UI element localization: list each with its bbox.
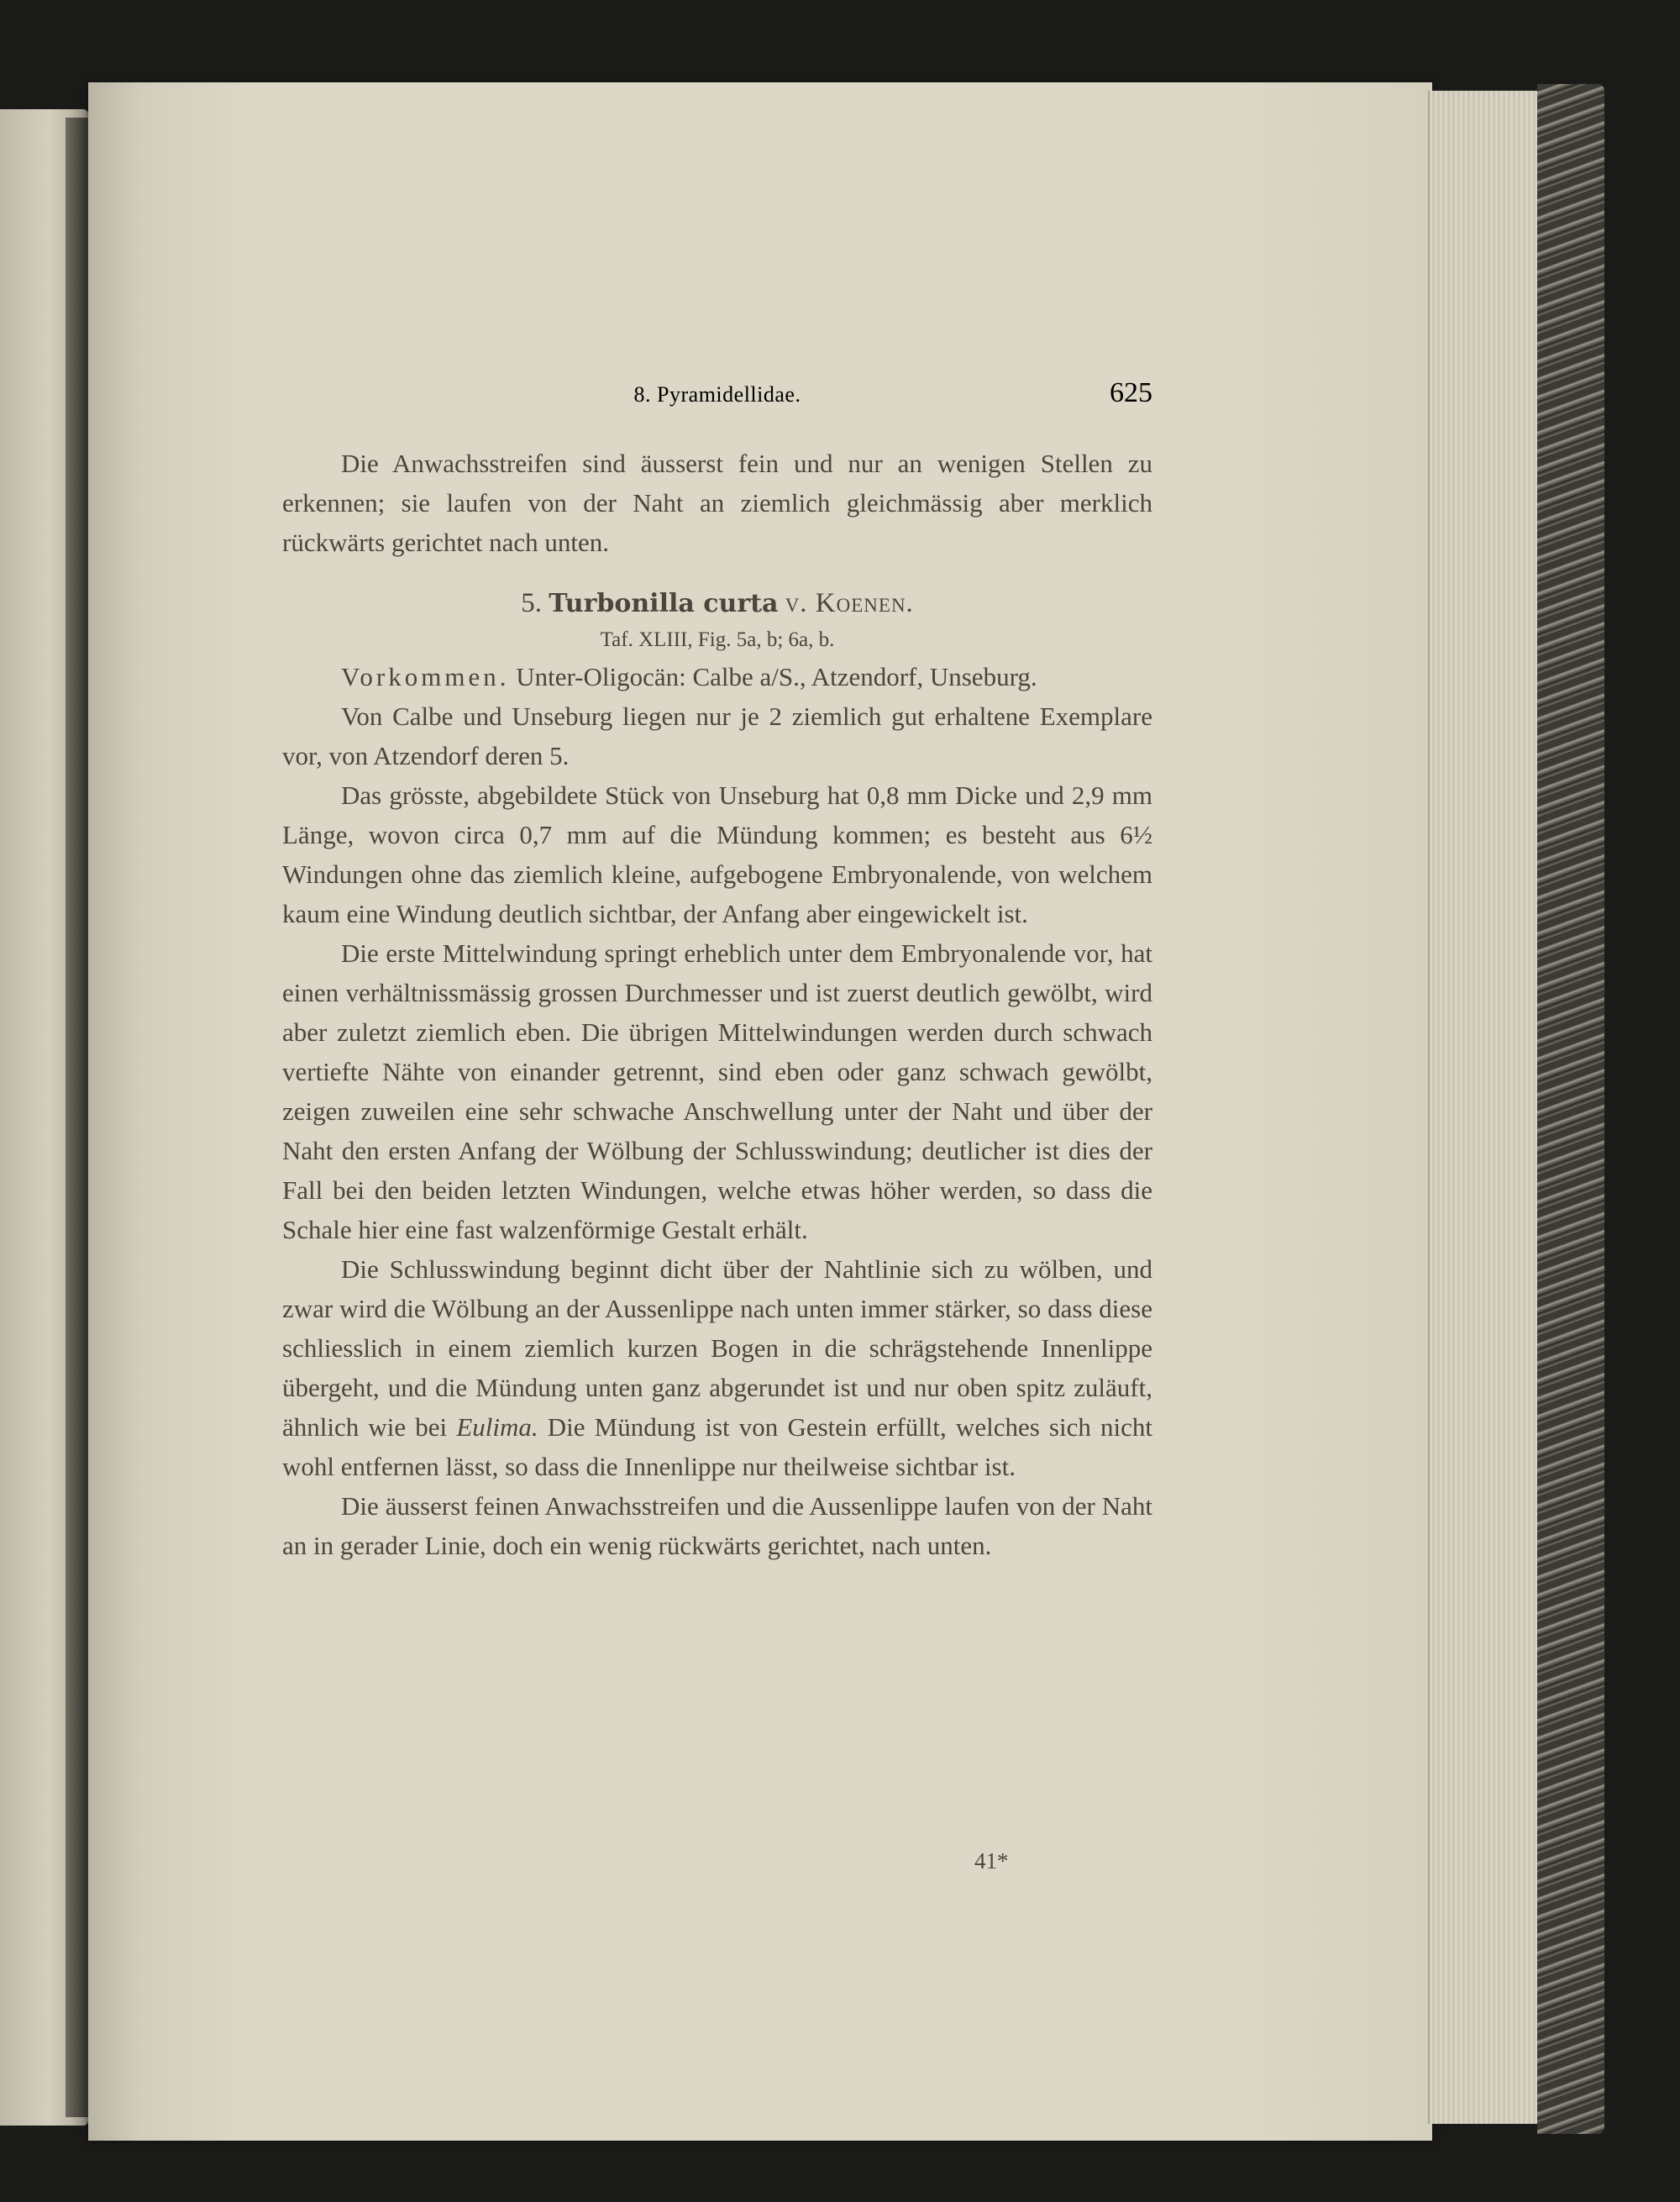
paragraph-aperture (282, 1249, 1152, 1486)
paragraph-whorls: Die erste Mittelwindung springt erheblich unter dem Embryonalende vor, hat einen verhältnissmässig grossen Durchmesser und ist zuerst deutlich gewölbt, wird aber zuletzt ziemlich eben. Die übrigen Mittelwindungen werden durch schwach vertiefte Nähte von einander getrennt, sind eben oder ganz schwach gewölbt, zeigen zuweilen eine sehr schwache Anschwellung unter der Naht und über der Naht den ersten Anfang der Wölbung der Schlusswindung; deutlicher ist dies der Fall bei den beiden letzten Windungen, welche etwas höher werden, so dass die Schale hier eine fast walzenförmige Gestalt erhält. (282, 938, 1152, 1244)
section-number: 5. (521, 588, 542, 618)
genus-eulima: Eulima. (456, 1412, 538, 1442)
intro-paragraph: Die Anwachsstreifen sind äusserst fein und nur an wenigen Stellen zu erkennen; sie laufen von der Naht an ziemlich gleichmässig aber merklich rückwärts gerichtet nach unten. (282, 449, 1152, 557)
occurrence-label: Vorkommen. (341, 662, 510, 691)
paragraph-measurements: Das grösste, abgebildete Stück von Unseburg hat 0,8 mm Dicke und 2,9 mm Länge, wovon circa 0,7 mm auf die Mündung kommen; es besteht aus 6½ Windungen ohne das ziemlich kleine, aufgebogene Embryonalende, von welchem kaum eine Windung deutlich sichtbar, der Anfang aber eingewickelt ist. (282, 780, 1152, 928)
page-number: 625 (1110, 377, 1152, 408)
page-block-edges (1428, 91, 1539, 2124)
page-header (282, 377, 1152, 416)
running-head: 8. Pyramidellidae. (633, 382, 801, 407)
aperture-text-after: Die Mündung ist von Gestein erfüllt, welches sich nicht wohl entfernen lässt, so dass die Innenlippe nur theilweise sichtbar ist. (282, 1412, 1152, 1481)
text-body (282, 444, 1152, 1565)
occurrence-text: Unter-Oligocän: Calbe a/S., Atzendorf, Unseburg. (516, 662, 1037, 691)
species-author: v. Koenen. (785, 588, 914, 618)
paragraph-specimens: Von Calbe und Unseburg liegen nur je 2 ziemlich gut erhaltene Exemplare vor, von Atzendorf deren 5. (282, 702, 1152, 770)
paragraph-growth-lines: Die äusserst feinen Anwachsstreifen und die Aussenlippe laufen von der Naht an in gerader Linie, doch ein wenig rückwärts gerichtet, nach unten. (282, 1491, 1152, 1560)
aperture-text-before: Die Schlusswindung beginnt dicht über der Nahtlinie sich zu wölben, und zwar wird die Wölbung an der Aussenlippe nach unten immer stärker, so dass diese schliesslich in einem ziemlich kurzen Bogen in die schrägstehende Innenlippe übergeht, und die Mündung unten ganz abgerundet ist und nur oben spitz zuläuft, ähnlich wie bei (282, 1254, 1152, 1442)
occurrence-paragraph (282, 657, 1152, 696)
book-cover-edge (1537, 84, 1604, 2134)
species-name: Turbonilla curta (549, 589, 779, 618)
plate-reference: Taf. XLIII, Fig. 5a, b; 6a, b. (600, 628, 835, 651)
signature-mark: 41* (974, 1848, 1009, 1874)
section-title (282, 584, 1152, 623)
